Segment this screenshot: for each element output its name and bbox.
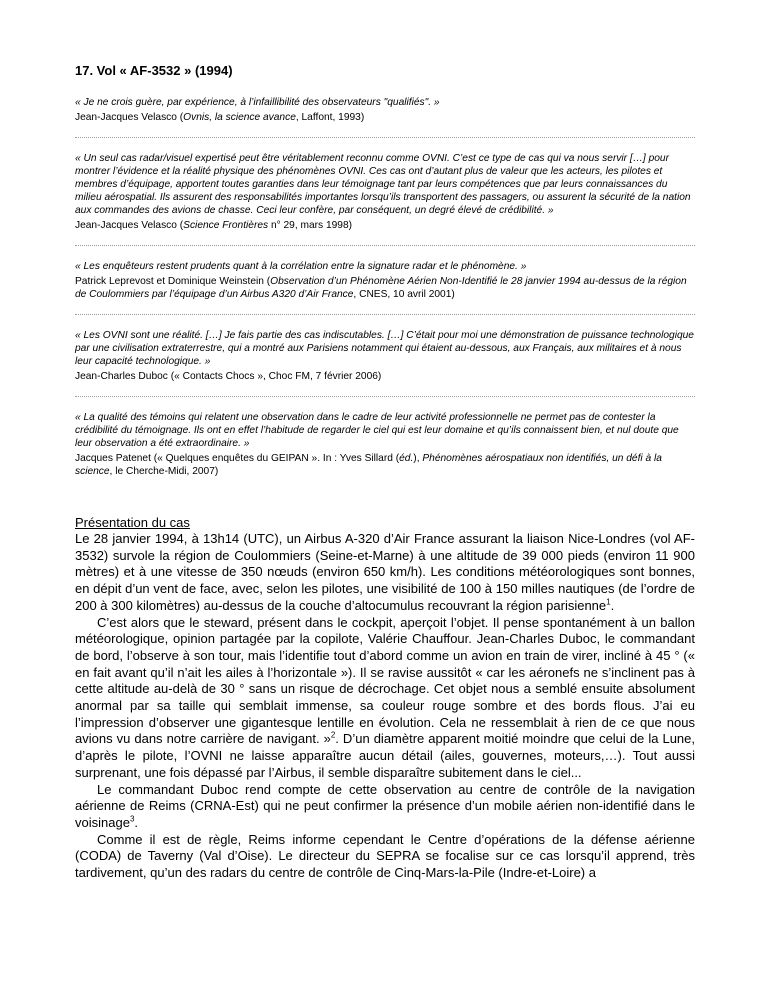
paragraph-text: . — [610, 597, 615, 613]
divider — [75, 137, 695, 139]
section-heading: Présentation du cas — [75, 515, 190, 530]
quote-source — [75, 370, 695, 383]
source-author: Jean-Charles Duboc (« Contacts Chocs », Choc FM, 7 février 2006) — [75, 371, 382, 382]
divider — [75, 245, 695, 247]
paragraph-text: Comme il est de règle, Reims informe cependant le Centre d’opérations de la défense aérienne (CODA) de Taverny (Val d’Oise). Le directeur du SEPRA se focalise sur ce cas lorsqu’il apprend, très tardivement, qu’un des radars du centre de contrôle de Cinq-Mars-la-Pile (Indre-et-Loire) a — [75, 831, 695, 881]
quote-source — [75, 219, 695, 232]
quote-text: « La qualité des témoins qui relatent une observation dans le cadre de leur activité professionnelle ne permet pas de contester la crédibilité du témoignage. Ils ont en effet l’habitude de regarder le ciel qui est leur domaine et qu’ils connaissent bien, et nul doute que leur observation a été extraordinaire. » — [75, 412, 679, 449]
quote-text: « Un seul cas radar/visuel expertisé peut être véritablement reconnu comme OVNI. C’est ce type de cas qui va nous servir […] pour montrer l’évidence et la réalité physique des phénomènes OVNI. Ces cas ont d’autant plus de valeur que les acteurs, les pilotes et membres d’équipage, apportent toutes garanties dans leur témoignage tant par leurs compétences que par leurs connaissances du milieu aérospatial. Ils assurent des responsabilités importantes lorsqu’ils transportent des passagers, ou assurent la sécurité de la nation aux commandes des avions de chasse. Ceci leur confère, par conséquent, un degré élevé de crédibilité. » — [75, 153, 691, 216]
source-details: n° 29, mars 1998) — [268, 220, 353, 231]
footnote-ref[interactable]: 1 — [606, 597, 611, 607]
body-text — [75, 531, 695, 882]
paragraph-text: Le 28 janvier 1994, à 13h14 (UTC), un Airbus A-320 d’Air France assurant la liaison Nice-Londres (vol AF-3532) survole la région de Coulommiers (Seine-et-Marne) à une altitude de 39 000 pieds (environ 11 900 mètres) et à une vitesse de 350 nœuds (environ 650 km/h). Les conditions météorologiques sont bonnes, en dépit d’un vent de face, avec, selon les pilotes, une visibilité de 100 à 150 milles nautiques (de l’ordre de 200 à 300 kilomètres) au-dessus de la couche d’altocumulus recouvrant la région parisienne — [75, 531, 695, 613]
epigraph-quote-2 — [75, 152, 695, 232]
source-title: Science Frontières — [183, 220, 269, 231]
paragraph — [75, 832, 695, 882]
chapter-title: 17. Vol « AF-3532 » (1994) — [75, 63, 233, 78]
source-author: Patrick Leprevost et Dominique Weinstein ( — [75, 276, 271, 287]
source-author: Jacques Patenet (« Quelques enquêtes du GEIPAN ». In : Yves Sillard ( — [75, 453, 400, 464]
epigraph-quote-4 — [75, 329, 695, 383]
source-details: ), — [413, 453, 423, 464]
paragraph-text: . D’un diamètre apparent moitié moindre que celui de la Lune, d’après le pilote, l’OVNI ne laisse apparaître aucun détail (ailes, gouvernes, moteurs,…). Tout aussi surprenant, une fois dépassé par l’Airbus, il semble disparaître subitement dans le ciel... — [75, 731, 695, 780]
paragraph — [75, 782, 695, 832]
source-title: Phénomènes aérospatiaux non identifiés, un défi à la science — [75, 453, 662, 477]
document-page — [75, 63, 695, 882]
source-editor-abbrev: éd. — [399, 453, 414, 464]
paragraph-text: Le commandant Duboc rend compte de cette observation au centre de contrôle de la navigation aérienne de Reims (CRNA-Est) qui ne peut confirmer la présence d’un mobile aérien non-identifié dans le voisinage — [75, 781, 695, 830]
quote-source — [75, 275, 695, 301]
footnote-ref[interactable]: 2 — [330, 731, 336, 741]
source-title: Observation d’un Phénomène Aérien Non-Identifié le 28 janvier 1994 au-dessus de la région de Coulommiers par l’équipage d’un Airbus A320 d’Air France — [75, 276, 687, 300]
footnote-ref[interactable]: 3 — [129, 814, 135, 824]
epigraph-quote-5 — [75, 411, 695, 478]
quote-source — [75, 452, 695, 478]
epigraph-quote-3 — [75, 260, 695, 301]
source-title: Ovnis, la science avance — [183, 112, 296, 123]
source-details: , CNES, 10 avril 2001) — [353, 289, 455, 300]
source-details: , le Cherche-Midi, 2007) — [109, 466, 219, 477]
source-author: Jean-Jacques Velasco ( — [75, 220, 184, 231]
paragraph-text: . — [134, 814, 139, 830]
paragraph-text: C’est alors que le steward, présent dans le cockpit, aperçoit l’objet. Il pense spontanément à un ballon météorologique, opinion partagée par la copilote, Valérie Chauffour. Jean-Charles Duboc, le commandant de bord, l’observe à son tour, mais l’identifie tout d’abord comme un avion en train de virer, incliné à 45 ° (« en fait avant qu’il n’ait les ailes à l’horizontale »). Il se ravise aussitôt « car les aéronefs ne s’inclinent pas à cette altitude au-delà de 30 ° sans un risque de décrochage. Cet objet nous a semblé ensuite absolument anormal par sa taille qui semblait immense, sa couleur rouge sombre et des bords flous. J’ai eu l’impression d’observer une gigantesque lentille en évolution. Cela ne ressemblait à rien de ce que nous avions vu dans notre carrière de navigant. » — [75, 614, 695, 747]
divider — [75, 314, 695, 316]
quote-text: « Les enquêteurs restent prudents quant à la corrélation entre la signature radar et le phénomène. » — [75, 261, 527, 272]
quote-source — [75, 111, 695, 124]
divider — [75, 396, 695, 398]
source-details: , Laffont, 1993) — [295, 112, 365, 123]
quote-text: « Je ne crois guère, par expérience, à l’infaillibilité des observateurs "qualifiés". » — [75, 97, 440, 108]
quote-text: « Les OVNI sont une réalité. […] Je fais partie des cas indiscutables. […] C’était pour moi une démonstration de puissance technologique par une civilisation extraterrestre, qui a montré aux Parisiens notamment qui étaient au-dessous, aux Français, aux militaires et à nous leur capacité technologique. » — [75, 330, 694, 367]
epigraph-quote-1 — [75, 96, 695, 124]
paragraph — [75, 615, 695, 782]
paragraph — [75, 531, 695, 615]
source-author: Jean-Jacques Velasco ( — [75, 112, 184, 123]
